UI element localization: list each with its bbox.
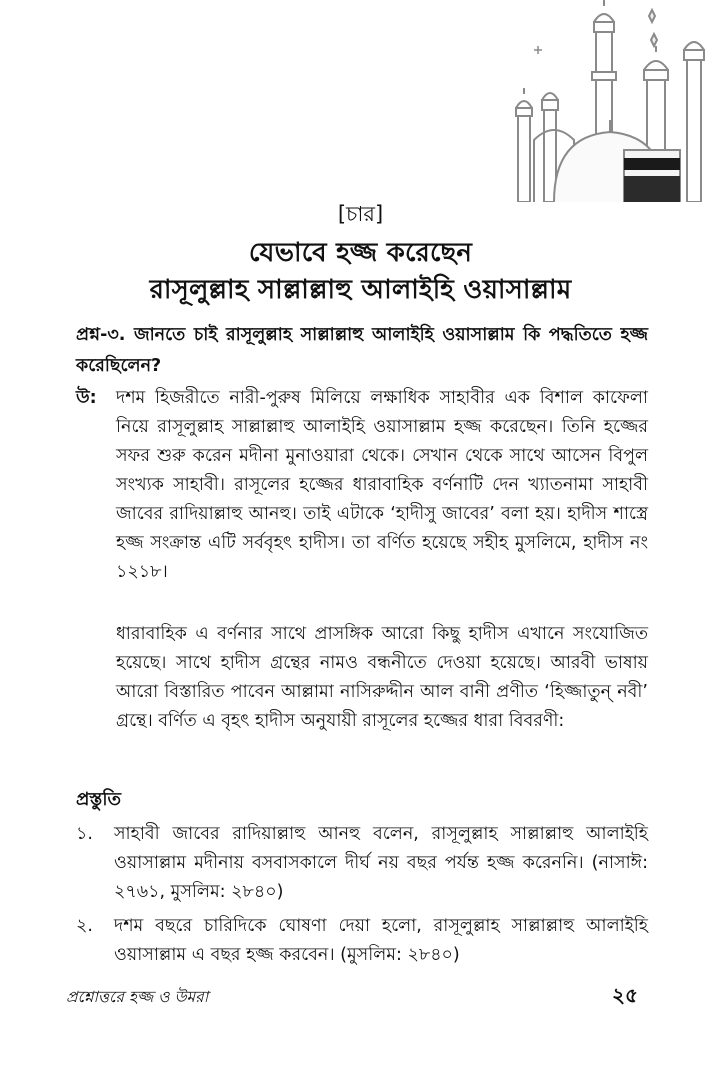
answer-block [76,384,648,587]
list-item-text: দশম বছরে চারিদিকে ঘোষণা দেয়া হলো, রাসূলুল্লাহ সাল্লাল্লাহু আলাইহি ওয়াসাল্লাম এ বছর হজ্জ করবেন। (মুসলিম: ২৮৪০) [114,916,648,965]
answer-label: উ: [76,388,97,408]
answer-paragraph-1: দশম হিজরীতে নারী-পুরুষ মিলিয়ে লক্ষাধিক সাহাবীর এক বিশাল কাফেলা নিয়ে রাসূলুল্লাহ সাল্লাল্লাহু আলাইহি ওয়াসাল্লাম হজ্জ করেছেন। তিনি হজ্জের সফর শুরু করেন মদীনা মুনাওয়ারা থেকে। সেখান থেকে সাথে আসেন বিপুল সংখ্যক সাহাবী। রাসূলের হজ্জের ধারাবাহিক বর্ণনাটি দেন খ্যাতনামা সাহাবী জাবের রাদিয়াল্লাহু আনহু। তাই এটাকে ‘হাদীসু জাবের’ বলা হয়। হাদীস শাস্ত্রে হজ্জ সংক্রান্ত এটি সর্ববৃহৎ হাদীস। তা বর্ণিত হয়েছে সহীহ মুসলিমে, হাদীস নং ১২১৮। [116,388,648,582]
question-text: জানতে চাই রাসূলুল্লাহ সাল্লাল্লাহু আলাইহি ওয়াসাল্লাম কি পদ্ধতিতে হজ্জ করেছিলেন? [76,325,648,376]
chapter-title-line2: রাসূলুল্লাহ সাল্লাল্লাহু আলাইহি ওয়াসাল্লাম [149,275,572,305]
list-item-number: ২. [76,916,93,936]
answer-paragraph-2: ধারাবাহিক এ বর্ণনার সাথে প্রাসঙ্গিক আরো কিছু হাদীস এখানে সংযোজিত হয়েছে। সাথে হাদীস গ্রন্থের নামও বন্ধনীতে দেওয়া হয়েছে। আরবী ভাষায় আরো বিস্তারিত পাবেন আল্লামা নাসিরুদ্দীন আল বানী প্রণীত ‘হিজ্জাতুন্ নবী’ গ্রন্থে। বর্ণিত এ বৃহৎ হাদীস অনুযায়ী রাসূলের হজ্জের ধারা বিবরণী: [116,624,648,731]
mosque-illustration [494,0,721,202]
list-item [76,820,648,907]
footer-book-title: প্রশ্নোত্তরে হজ্জ ও উমরা [66,988,209,1006]
chapter-title-line1: যেভাবে হজ্জ করেছেন [248,238,473,268]
list-item-number: ১. [76,824,93,844]
section-heading: প্রস্তুতি [76,789,122,810]
question-label: প্রশ্ন-৩. [76,325,126,345]
list-item-text: সাহাবী জাবের রাদিয়াল্লাহু আনহু বলেন, রাসূলুল্লাহ সাল্লাল্লাহু আলাইহি ওয়াসাল্লাম মদীনায় বসবাসকালে দীর্ঘ নয় বছর পর্যন্ত হজ্জ করেননি। (নাসাঈ: ২৭৬১, মুসলিম: ২৮৪০) [114,824,648,902]
page-number: ২৫ [612,983,638,1007]
question-text-wrapper [76,320,648,382]
list-item [76,912,648,970]
question-block [76,320,648,382]
chapter-label: [চার] [337,202,384,226]
